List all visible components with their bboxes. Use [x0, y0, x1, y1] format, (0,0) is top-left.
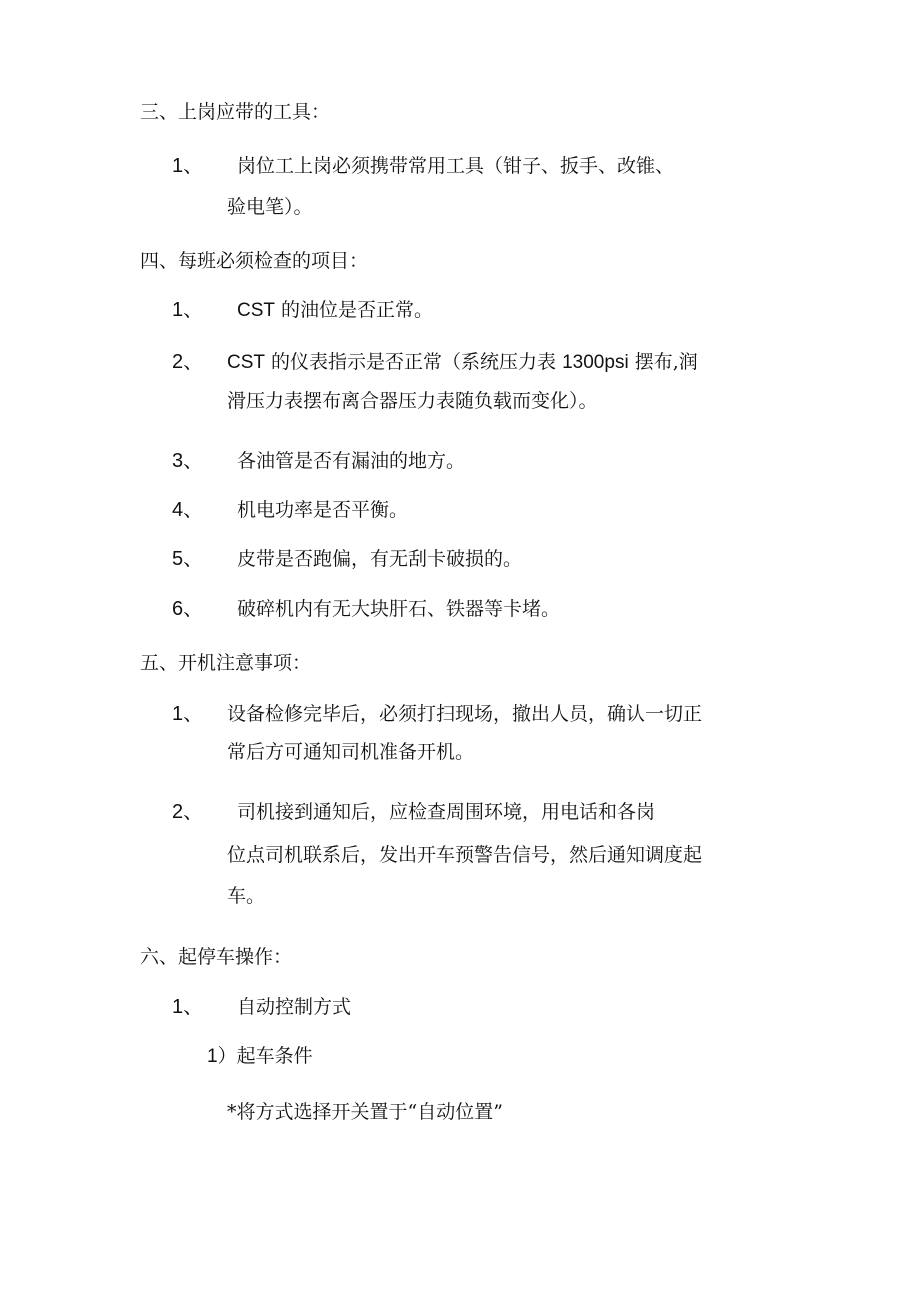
item-text: 皮带是否跑偏，有无刮卡破损的。: [237, 548, 523, 570]
item-abbr: CST: [227, 352, 265, 373]
item-number: 6、: [172, 598, 204, 620]
item-number: 2、: [172, 351, 204, 373]
item-number: 4、: [172, 499, 204, 521]
item-text-continued: 常后方可通知司机准备开机。: [227, 741, 475, 763]
item-text: 设备检修完毕后，必须打扫现场，撤出人员，确认一切正: [227, 703, 703, 725]
item-text: 自动控制方式: [237, 996, 352, 1018]
item-text-continued: 验电笔）。: [227, 196, 313, 218]
item-number: 1、: [172, 155, 204, 177]
item-number: 2、: [172, 801, 204, 823]
item-text: 各油管是否有漏油的地方。: [237, 450, 466, 472]
section-heading-checks: 四、每班必须检查的项目：: [140, 250, 369, 272]
sub-item: [207, 1044, 313, 1069]
item-text-body: 的油位是否正常。: [281, 299, 434, 321]
sub-item-text: 起车条件: [236, 1045, 313, 1067]
item-text: 破碎机内有无大块肝石、铁器等卡堵。: [237, 598, 561, 620]
item-text-continued: 滑压力表摆布离合器压力表随负载而变化）。: [227, 390, 598, 412]
item-text-continued: 车。: [227, 885, 266, 907]
item-number: 5、: [172, 548, 204, 570]
section-heading-startup: 五、开机注意事项：: [140, 652, 312, 674]
item-text: 岗位工上岗必须携带常用工具（钳子、扳手、改锥、: [237, 155, 675, 177]
item-text-b: 摆布,润: [634, 351, 698, 373]
item-text: 机电功率是否平衡。: [237, 499, 409, 521]
item-text-a: 的仪表指示是否正常（系统压力表: [271, 351, 557, 373]
item-value: 1300psi: [562, 352, 629, 373]
item-text: [237, 298, 433, 323]
item-number: 1、: [172, 996, 204, 1018]
item-text-continued: 位点司机联系后，发出开车预警告信号，然后通知调度起: [227, 844, 703, 866]
item-number: 1、: [172, 299, 204, 321]
section-heading-tools: 三、上岗应带的工具：: [140, 101, 331, 123]
section-heading-operation: 六、起停车操作：: [140, 946, 293, 968]
item-number: 3、: [172, 450, 204, 472]
item-number: 1、: [172, 703, 204, 725]
item-abbr: CST: [237, 300, 275, 321]
note-line: *将方式选择开关置于“自动位置”: [227, 1101, 503, 1123]
item-text: [227, 350, 698, 375]
sub-item-number: 1）: [207, 1046, 237, 1067]
item-text: 司机接到通知后，应检查周围环境，用电话和各岗: [237, 801, 656, 823]
